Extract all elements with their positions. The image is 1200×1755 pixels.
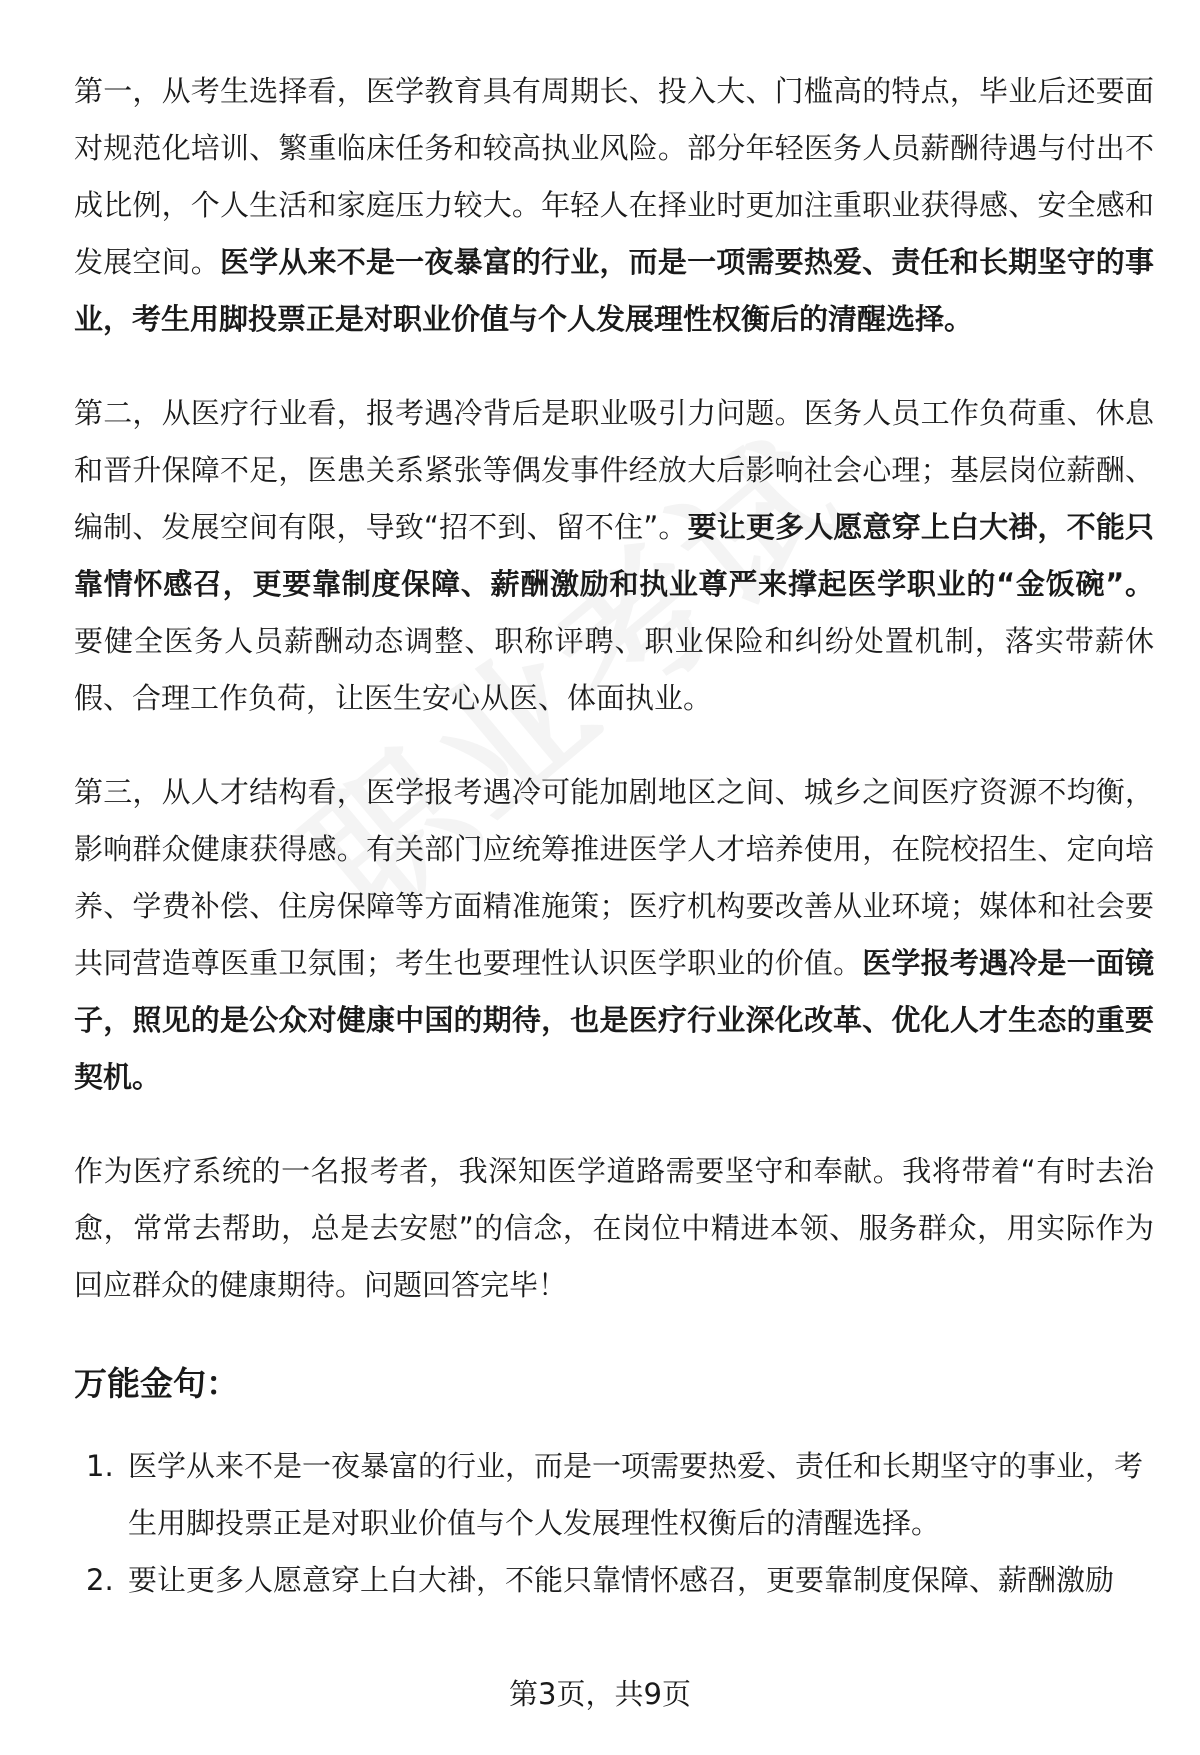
list-item-number: 1.	[86, 1449, 114, 1483]
list-item-text: 要让更多人愿意穿上白大褂，不能只靠情怀感召，更要靠制度保障、薪酬激励	[128, 1563, 1115, 1597]
paragraph-text: 第二，从医疗行业看，报考遇冷背后是职业吸引力问题。医务人员工作负荷重、休息和晋升保障不足，医患关系紧张等偶发事件经放大后影响社会心理；基层岗位薪酬、编制、发展空间有限，导致“招不到、留不住”。	[74, 396, 1154, 544]
section-heading: 万能金句：	[74, 1364, 239, 1403]
paragraph-tail-text: 要健全医务人员薪酬动态调整、职称评聘、职业保险和纠纷处置机制，落实带薪休假、合理工作负荷，让医生安心从医、体面执业。	[74, 624, 1154, 715]
paragraph-bold-text: 医学从来不是一夜暴富的行业，而是一项需要热爱、责任和长期坚守的事业，考生用脚投票正是对职业价值与个人发展理性权衡后的清醒选择。	[74, 245, 1154, 336]
paragraph-third	[74, 764, 1154, 1106]
paragraph-second	[74, 385, 1154, 727]
paragraph-text: 作为医疗系统的一名报考者，我深知医学道路需要坚守和奉献。我将带着“有时去治愈，常常去帮助，总是去安慰”的信念，在岗位中精进本领、服务群众，用实际作为回应群众的健康期待。问题回答完毕！	[74, 1154, 1154, 1302]
list-item-text: 医学从来不是一夜暴富的行业，而是一项需要热爱、责任和长期坚守的事业，考生用脚投票正是对职业价值与个人发展理性权衡后的清醒选择。	[128, 1449, 1144, 1540]
paragraph-conclusion	[74, 1143, 1154, 1314]
paragraph-text: 第三，从人才结构看，医学报考遇冷可能加剧地区之间、城乡之间医疗资源不均衡，影响群众健康获得感。有关部门应统筹推进医学人才培养使用，在院校招生、定向培养、学费补偿、住房保障等方面精准施策；医疗机构要改善从业环境；媒体和社会要共同营造尊医重卫氛围；考生也要理性认识医学职业的价值。	[74, 775, 1154, 980]
golden-sentence-list	[74, 1438, 1154, 1609]
list-item	[74, 1438, 1154, 1552]
paragraph-bold-text: 医学报考遇冷是一面镜子，照见的是公众对健康中国的期待，也是医疗行业深化改革、优化人才生态的重要契机。	[74, 946, 1154, 1094]
list-item	[74, 1552, 1154, 1609]
paragraph-first	[74, 63, 1154, 348]
document-body	[74, 63, 1154, 1609]
page-footer: 第3页，共9页	[509, 1677, 691, 1711]
paragraph-bold-text: 要让更多人愿意穿上白大褂，不能只靠情怀感召，更要靠制度保障、薪酬激励和执业尊严来撑起医学职业的“金饭碗”。	[74, 510, 1154, 601]
paragraph-text: 第一，从考生选择看，医学教育具有周期长、投入大、门槛高的特点，毕业后还要面对规范化培训、繁重临床任务和较高执业风险。部分年轻医务人员薪酬待遇与付出不成比例，个人生活和家庭压力较大。年轻人在择业时更加注重职业获得感、安全感和发展空间。	[74, 74, 1154, 279]
list-item-number: 2.	[86, 1563, 114, 1597]
